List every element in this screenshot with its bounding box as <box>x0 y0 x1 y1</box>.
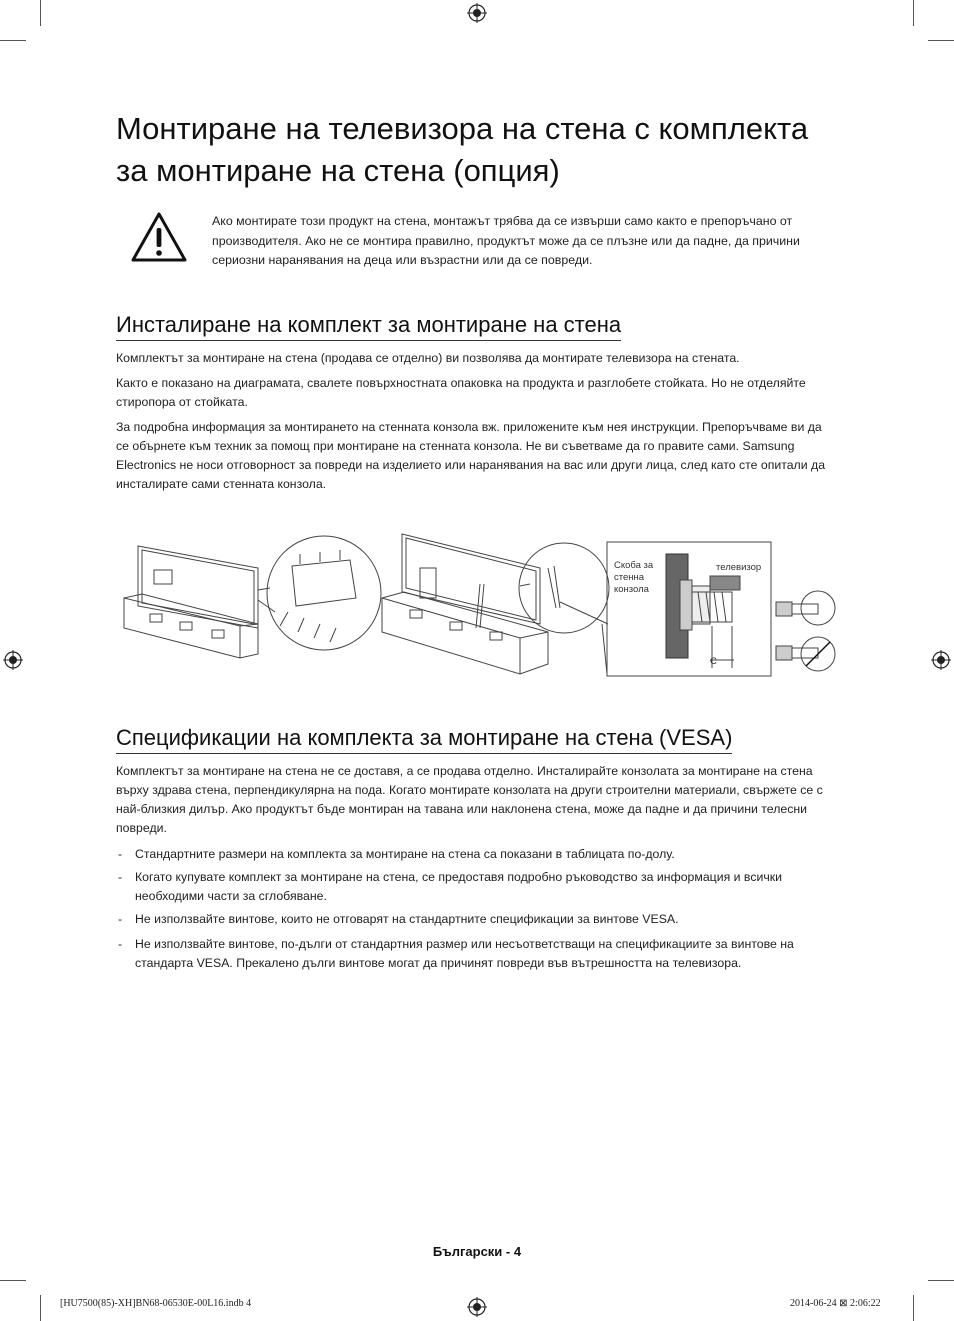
figure-label-bracket: Скоба за стенна конзола <box>614 560 654 595</box>
list-item: - Когато купувате комплект за монтиране на стена, се предоставя подробно ръководство за информация и всички необходими части за сглобяване. <box>116 868 838 906</box>
print-slug-date: 2014-06-24 ⊠ 2:06:22 <box>790 1298 881 1309</box>
crop-mark <box>40 1295 41 1321</box>
list-item-text: Когато купувате комплект за монтиране на стена, се предоставя подробно ръководство за информация и всички необходими части за сглобяване. <box>135 870 783 903</box>
paragraph: Както е показано на диаграмата, свалете повърхностната опаковка на продукта и разглобете стойката. Но не отделяйте стиропора от стойката. <box>116 376 806 409</box>
list-item-text: Не използвайте винтове, които не отговарят на стандартните спецификации за винтове VESA. <box>135 912 679 926</box>
list-item: - Не използвайте винтове, по-дълги от стандартния размер или несъответстващи на спецификациите за винтове на стандарта VESA. Прекалено дълги винтове могат да причинят повреди във вътрешността на телевизора. <box>116 935 838 973</box>
registration-mark-icon <box>3 650 23 670</box>
list-item: - Стандартните размери на комплекта за монтиране на стена са показани в таблицата по-долу. <box>116 845 838 864</box>
crop-mark <box>913 0 914 26</box>
paragraph: За подробна информация за монтирането на стенната конзола вж. приложените към нея инструкции. Препоръчваме ви да се обърнете към техник за помощ при монтиране на стенната конзола. Не ви съветваме да го правите сами. Samsung Electronics не носи отговорност за повреди на изделието или наранявания на вас или други лица, след като сте опитали да инсталирате сами стенната конзола. <box>116 420 826 491</box>
figure-label-tv: телевизор <box>716 562 762 573</box>
crop-mark <box>928 40 954 41</box>
warning-text: Ако монтирате този продукт на стена, монтажът трябва да се извърши само както е препоръчано от производителя. Ако не се монтира правилно, продуктът може да се плъзне или да падне, да причини сериозни наранявания на деца или възрастни или да се повреди. <box>212 214 800 267</box>
crop-mark <box>40 0 41 26</box>
crop-mark <box>928 1280 954 1281</box>
section-heading-install: Инсталиране на комплект за монтиране на стена <box>116 311 621 341</box>
crop-mark <box>0 40 26 41</box>
registration-mark-icon <box>467 3 487 23</box>
paragraph: Комплектът за монтиране на стена не се доставя, а се продава отделно. Инсталирайте конзолата за монтиране на стена върху здрава стена, перпендикулярна на пода. Когато монтирате конзолата на други строителни материали, свържете се с най-близкия дилър. Ако продуктът бъде монтиран на тавана или наклонена стена, може да падне и да причини телесни повреди. <box>116 764 823 835</box>
crop-mark <box>0 1280 26 1281</box>
wall-mount-diagram <box>120 528 840 688</box>
warning-triangle-icon <box>130 210 188 264</box>
print-slug-file: [HU7500(85)-XH]BN68-06530E-00L16.indb 4 <box>60 1298 252 1309</box>
paragraph: Комплектът за монтиране на стена (продава се отделно) ви позволява да монтирате телевизора на стената. <box>116 351 740 365</box>
figure-label-c: C <box>710 656 717 667</box>
list-item-text: Стандартните размери на комплекта за монтиране на стена са показани в таблицата по-долу. <box>135 847 675 861</box>
registration-mark-icon <box>467 1297 487 1317</box>
page-number: Български - 4 <box>432 1244 522 1259</box>
page-title: Монтиране на телевизора на стена с комплекта за монтиране на стена (опция) <box>116 111 809 188</box>
registration-mark-icon <box>931 650 951 670</box>
list-item-text: Не използвайте винтове, по-дълги от стандартния размер или несъответстващи на спецификациите за винтове на стандарта VESA. Прекалено дълги винтове могат да причинят повреди във вътрешността на телевизора. <box>135 937 794 970</box>
section-heading-vesa: Спецификации на комплекта за монтиране на стена (VESA) <box>116 724 732 754</box>
crop-mark <box>913 1295 914 1321</box>
list-item: - Не използвайте винтове, които не отговарят на стандартните спецификации за винтове VESA. <box>116 910 838 929</box>
